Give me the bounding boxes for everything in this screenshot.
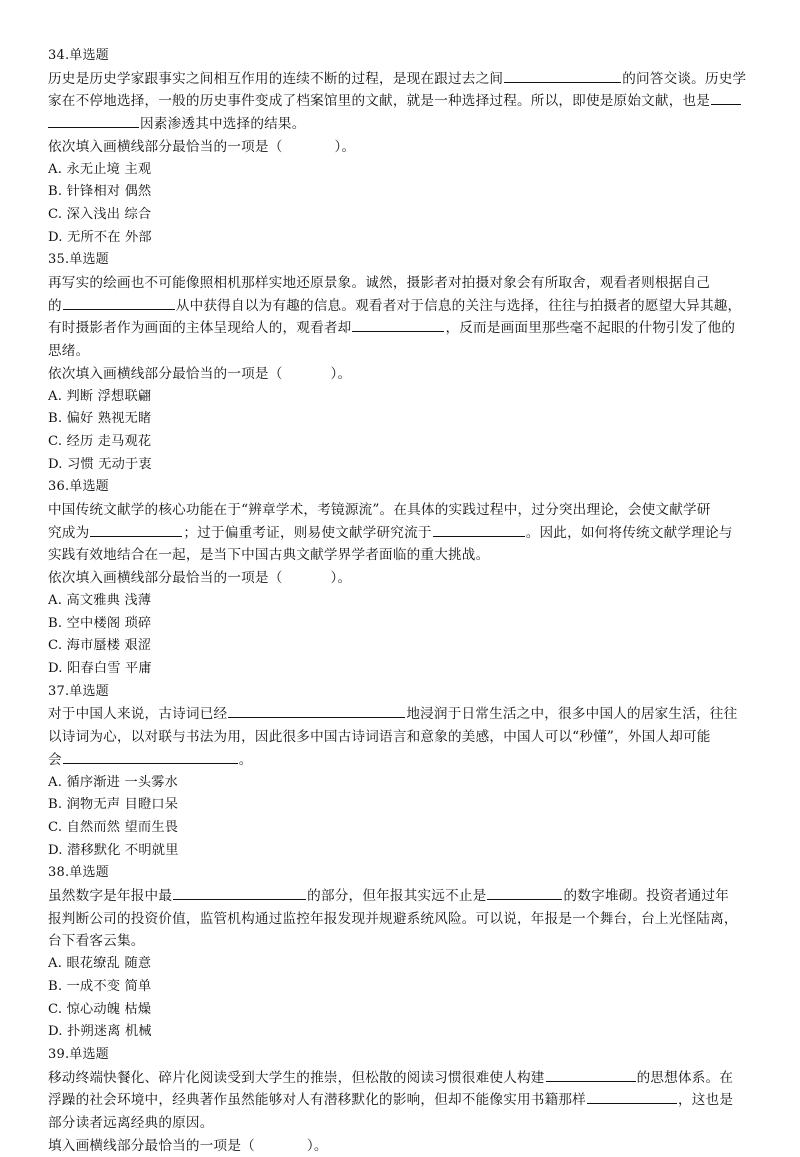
answer-option[interactable]: A. 判断 浮想联翩 <box>48 388 152 404</box>
answer-option[interactable]: A. 循序渐进 一头雾水 <box>48 774 178 790</box>
answer-option[interactable]: C. 经历 走马观花 <box>48 433 152 449</box>
question-text-line: 部分读者远离经典的原因。 <box>48 1115 214 1132</box>
answer-option[interactable]: B. 润物无声 目瞪口呆 <box>48 797 179 813</box>
fill-blank <box>173 885 306 900</box>
answer-option[interactable]: A. 永无止境 主观 <box>48 161 152 177</box>
question-text-line: 有时摄影者作为画面的主体呈现给人的，观看者却 ，反而是画面里那些毫不起眼的什物引发了他的 <box>48 317 754 340</box>
question-prompt: 依次填入画横线部分最恰当的一项是（ ）。 <box>48 138 356 155</box>
question-prompt: 填入画横线部分最恰当的一项是（ ）。 <box>48 1137 328 1154</box>
question-text-line: 台下看客云集。 <box>48 933 145 950</box>
question-text-line: 因素渗透其中选择的结果。 <box>48 113 754 136</box>
answer-option[interactable]: C. 自然而然 望而生畏 <box>48 819 179 835</box>
question-number: 39.单选题 <box>48 1046 109 1062</box>
fill-blank <box>228 703 405 718</box>
answer-option[interactable]: C. 海市蜃楼 艰涩 <box>48 638 152 654</box>
question-number: 36.单选题 <box>48 479 109 495</box>
question-text-line: 对于中国人来说，古诗词已经 地浸润于日常生活之中，很多中国人的居家生活，往往 <box>48 703 754 726</box>
question-text-line: 究成为 ；过于偏重考证，则易使文献学研究流于 。因此，如何将传统文献学理论与 <box>48 522 754 545</box>
answer-option[interactable]: D. 潜移默化 不明就里 <box>48 842 179 858</box>
question-text-line: 移动终端快餐化、碎片化阅读受到大学生的推崇，但松散的阅读习惯很难使人构建 的思想体系。在 <box>48 1067 754 1090</box>
fill-blank <box>63 295 175 310</box>
fill-blank <box>711 90 741 105</box>
question-text-line: 家在不停地选择，一般的历史事件变成了档案馆里的文献，就是一种选择过程。所以，即使是原始文献，也是 <box>48 90 754 113</box>
answer-option[interactable]: A. 眼花缭乱 随意 <box>48 956 152 972</box>
question-text-line: 浮躁的社会环境中，经典著作虽然能够对人有潜移默化的影响，但却不能像实用书籍那样 ，这也是 <box>48 1089 754 1112</box>
fill-blank <box>48 113 139 128</box>
answer-option[interactable]: D. 阳春白雪 平庸 <box>48 660 152 676</box>
fill-blank <box>504 68 621 83</box>
question-text-line: 以诗词为心，以对联与书法为用，因此很多中国古诗词语言和意象的美感，中国人可以“秒懂”，外国人却可能 <box>48 729 711 746</box>
question-prompt: 依次填入画横线部分最恰当的一项是（ ）。 <box>48 570 352 587</box>
answer-option[interactable]: A. 高文雅典 浅薄 <box>48 592 152 608</box>
question-text-line: 历史是历史学家跟事实之间相互作用的连续不断的过程，是现在跟过去之间 的问答交谈。历史学 <box>48 68 754 91</box>
question-number: 37.单选题 <box>48 683 109 699</box>
question-text-line: 实践有效地结合在一起，是当下中国古典文献学界学者面临的重大挑战。 <box>48 547 490 564</box>
fill-blank <box>433 522 525 537</box>
question-prompt: 依次填入画横线部分最恰当的一项是（ ）。 <box>48 365 352 382</box>
answer-option[interactable]: B. 偏好 熟视无睹 <box>48 411 152 427</box>
fill-blank <box>546 1067 636 1082</box>
question-text-line: 再写实的绘画也不可能像照相机那样实地还原景象。诚然，摄影者对拍摄对象会有所取舍，观看者则根据自己 <box>48 275 711 292</box>
fill-blank <box>352 317 444 332</box>
answer-option[interactable]: B. 一成不变 简单 <box>48 978 152 994</box>
answer-option[interactable]: B. 针锋相对 偶然 <box>48 184 152 200</box>
question-number: 38.单选题 <box>48 865 109 881</box>
fill-blank <box>90 522 182 537</box>
question-text-line: 虽然数字是年报中最 的部分，但年报其实远不止是 的数字堆砌。投资者通过年 <box>48 885 754 908</box>
fill-blank <box>63 749 238 764</box>
answer-option[interactable]: C. 深入浅出 综合 <box>48 206 152 222</box>
answer-option[interactable]: D. 无所不在 外部 <box>48 229 152 245</box>
question-text-line: 中国传统文献学的核心功能在于“辨章学术，考镜源流”。在具体的实践过程中，过分突出理论，会使文献学研 <box>48 502 711 519</box>
answer-option[interactable]: D. 习惯 无动于衷 <box>48 456 152 472</box>
question-number: 35.单选题 <box>48 252 109 268</box>
answer-option[interactable]: C. 惊心动魄 枯燥 <box>48 1001 152 1017</box>
fill-blank <box>587 1089 677 1104</box>
question-text-line: 的 从中获得自以为有趣的信息。观看者对于信息的关注与选择，往往与拍摄者的愿望大异其趣， <box>48 295 754 318</box>
answer-option[interactable]: B. 空中楼阁 琐碎 <box>48 615 152 631</box>
fill-blank <box>487 885 562 900</box>
question-number: 34.单选题 <box>48 48 109 63</box>
question-text-line: 思绪。 <box>48 343 90 360</box>
question-text-line: 会 。 <box>48 749 754 772</box>
answer-option[interactable]: D. 扑朔迷离 机械 <box>48 1024 152 1040</box>
question-text-line: 报判断公司的投资价值，监管机构通过监控年报发现并规避系统风险。可以说，年报是一个舞台，台上光怪陆离， <box>48 910 738 927</box>
